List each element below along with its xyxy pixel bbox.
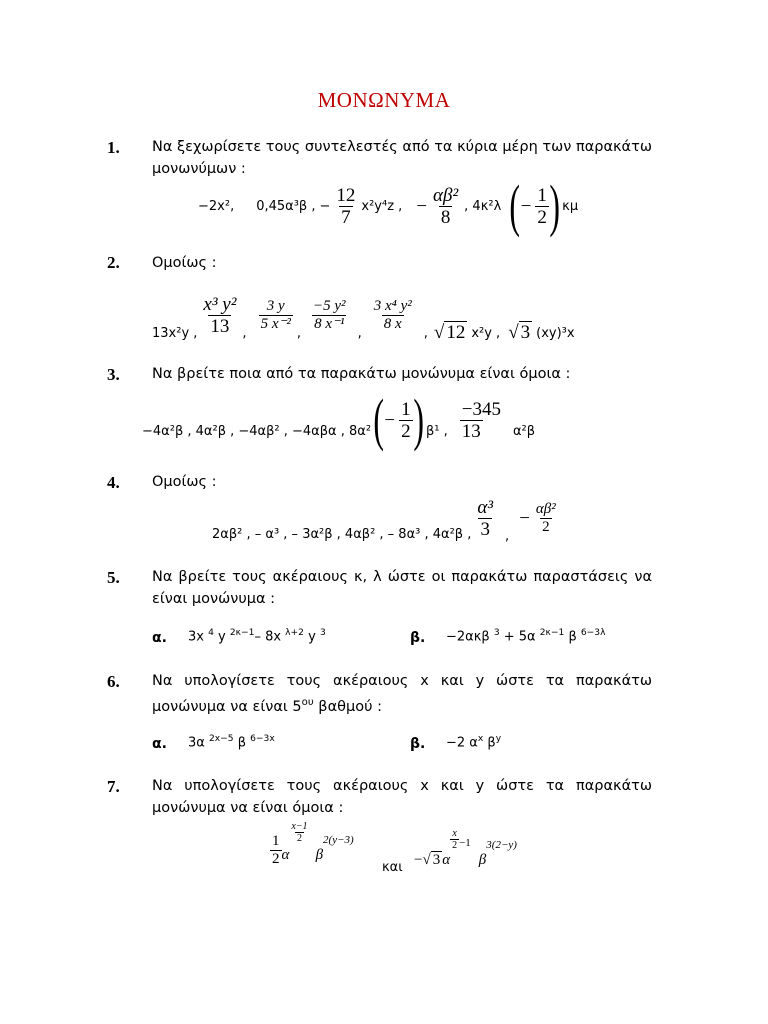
exercise-3-text: Να βρείτε ποια από τα παρακάτω μονώνυμα είναι όμοια : <box>152 366 571 382</box>
ex6-text-sup: ου <box>301 697 314 708</box>
ex7-right-exponent <box>450 828 459 851</box>
ex2-comma-2: , <box>296 326 302 341</box>
ex2-after-sqrt-1: x²y , <box>471 326 501 341</box>
ex2-comma-4: , <box>423 326 428 341</box>
ex2-comma-3: , <box>357 326 362 341</box>
fraction-numerator: x³ y² <box>203 293 237 315</box>
ex2-sqrt-12 <box>434 321 467 343</box>
ex5-expression-b: −2ακβ $^3$ + 5α $^{2\kappa-1}$ β $^{6-3\lambda}$ <box>446 628 606 645</box>
exercise-1-text: Να ξεχωρίσετε τους συντελεστές από τα κύρια μέρη των παρακάτω μονωνύμων : <box>152 139 652 177</box>
ex7-right-beta-exponent: 3(2−y) <box>486 839 517 851</box>
ex2-fraction-1 <box>201 294 238 337</box>
ex7-right-monomial <box>414 830 517 880</box>
exercise-6-text <box>152 670 652 718</box>
ex4-terms: 2αβ² , – α³ , – 3α²β , 4αβ² , – 8α³ , 4α²β , <box>212 526 472 542</box>
ex1-fraction-ab2-8 <box>431 185 460 228</box>
fraction-numerator: 12 <box>336 184 356 206</box>
ex1-sign-c: − <box>319 198 331 214</box>
ex2-term-a: 13x²y , <box>152 326 198 341</box>
ex4-fraction-a3-3 <box>475 497 495 540</box>
exercise-3-number: 3. <box>107 365 120 384</box>
ex1-term-e-post: κμ <box>562 198 579 214</box>
fraction-numerator: α³ <box>477 496 494 518</box>
ex7-conjunction: και <box>382 860 403 875</box>
fraction-denominator: 7 <box>341 206 351 228</box>
ex1-term-a: −2x², <box>198 198 235 214</box>
ex7-left-monomial <box>270 821 354 875</box>
exercise-4-expression <box>212 490 558 546</box>
exercise-7-text: Να υπολογίσετε τους ακέραιους x και y ώστε τα παρακάτω μονώνυμα να είναι όμοια : <box>152 778 652 816</box>
ex7-right-sqrt <box>422 851 442 869</box>
left-paren-icon: ( <box>373 387 385 452</box>
ex3-fraction-1-2 <box>399 399 413 442</box>
ex7-left-beta-exponent: 2(y−3) <box>323 834 354 846</box>
ex3-term-c: α²β <box>512 423 536 439</box>
ex4-sign: − <box>519 507 530 529</box>
ex3-paren-sign: − <box>384 409 396 431</box>
fraction-denominator: 8 <box>440 206 451 228</box>
fraction-denominator: 2 <box>542 518 550 535</box>
ex6-text-main: Να υπολογίσετε τους ακέραιους x και y ώστε τα παρακάτω μονώνυμα να είναι 5 <box>152 673 652 715</box>
exercise-5-text: Να βρείτε τους ακέραιους κ, λ ώστε οι παρακάτω παραστάσεις να είναι μονώνυμα : <box>152 569 652 607</box>
sqrt-icon: √ <box>508 322 519 343</box>
exercise-5-number: 5. <box>107 568 120 587</box>
ex3-fraction-345-13 <box>460 399 503 442</box>
exercise-2-number: 2. <box>107 253 120 272</box>
ex1-term-e-pre: , 4κ²λ <box>464 198 502 214</box>
fraction-numerator: x−1 <box>291 821 308 832</box>
ex1-term-b: 0,45α³β , <box>256 198 316 214</box>
ex2-fraction-3 <box>311 298 348 333</box>
fraction-numerator: −345 <box>461 398 501 420</box>
ex7-right-beta: β <box>478 851 487 868</box>
fraction-denominator: 2 <box>401 420 411 442</box>
fraction-denominator: 13 <box>461 420 481 442</box>
fraction-denominator: 3 <box>480 518 490 540</box>
fraction-numerator: 1 <box>401 398 411 420</box>
fraction-numerator: αβ² <box>433 184 459 206</box>
exercise-2-expression <box>152 287 575 343</box>
sqrt-radicand: 3 <box>520 322 531 343</box>
ex4-fraction-ab2-2 <box>534 501 558 536</box>
ex3-terms: −4α²β , 4α²β , −4αβ² , −4αβα , 8α² <box>142 423 372 439</box>
ex7-left-alpha: α <box>281 846 290 863</box>
ex6-expression-b: −2 $\alpha^x$ $\beta^y$ <box>446 734 502 751</box>
ex1-fraction-1-2 <box>535 185 549 228</box>
ex1-sign-e: − <box>520 195 532 217</box>
ex1-term-c-rest: x²y⁴z , <box>361 198 403 214</box>
fraction-denominator: 13 <box>210 315 230 337</box>
ex7-left-exponent <box>289 821 309 844</box>
fraction-denominator: 8 x <box>383 315 402 332</box>
fraction-numerator: 3 x⁴ y² <box>373 297 412 314</box>
exercise-4-text: Ομοίως : <box>152 474 217 490</box>
ex3-term-b: β¹ , <box>425 423 448 439</box>
ex2-fraction-2 <box>259 298 293 333</box>
exercise-7-number: 7. <box>107 777 120 796</box>
sqrt-icon: √ <box>433 322 445 343</box>
exercise-3-expression <box>142 387 536 452</box>
ex4-comma: , <box>505 528 510 544</box>
ex6-expression-a: 3α $^{2x-5}$ β $^{6-3x}$ <box>188 734 275 751</box>
fraction-denominator: 5 x⁻² <box>260 315 291 332</box>
exercise-2-text: Ομοίως : <box>152 255 217 271</box>
ex7-fraction-1-2 <box>270 833 282 868</box>
ex1-fraction-12-7 <box>334 185 357 228</box>
ex7-left-beta: β <box>315 846 324 863</box>
fraction-denominator: 2 <box>452 840 458 851</box>
ex6-label-b: β. <box>410 736 426 752</box>
exercise-1-expression <box>198 173 579 238</box>
fraction-numerator: 1 <box>537 184 547 206</box>
fraction-denominator: 2 <box>537 206 547 228</box>
fraction-denominator: 2 <box>272 850 280 867</box>
ex7-right-exponent-tail: −1 <box>459 837 471 849</box>
sqrt-icon: √ <box>422 852 431 868</box>
page-title: ΜΟΝΩΝΥΜΑ <box>317 88 451 112</box>
fraction-numerator: 1 <box>272 832 280 849</box>
fraction-denominator: 2 <box>296 833 302 844</box>
fraction-numerator: αβ² <box>535 500 556 517</box>
fraction-denominator: 8 x⁻¹ <box>314 315 345 332</box>
exercise-6-number: 6. <box>107 672 120 691</box>
ex5-label-a: α. <box>152 630 167 646</box>
exercise-4-number: 4. <box>107 473 120 492</box>
sqrt-radicand: 3 <box>432 852 441 868</box>
ex5-label-b: β. <box>410 630 426 646</box>
right-paren-icon: ) <box>412 387 424 452</box>
ex2-sqrt-3 <box>508 321 532 343</box>
right-paren-icon: ) <box>549 173 560 238</box>
fraction-numerator: −5 y² <box>313 297 346 314</box>
ex2-fraction-4 <box>372 298 414 333</box>
ex2-after-sqrt-2: (xy)³x <box>536 326 575 341</box>
ex6-label-a: α. <box>152 736 167 752</box>
sqrt-radicand: 12 <box>446 322 466 343</box>
fraction-numerator: x <box>452 828 457 839</box>
ex6-text-tail: βαθμού : <box>313 698 382 715</box>
ex2-comma-1: , <box>242 326 247 341</box>
exercise-1-number: 1. <box>107 138 120 157</box>
ex7-right-sign: − <box>414 851 423 868</box>
ex1-sign-d: − <box>416 195 428 217</box>
ex5-expression-a: 3x $^4$ y $^{2\kappa-1}$– 8x $^{\lambda+2}$ y $^3$ <box>188 628 326 645</box>
fraction-numerator: 3 y <box>266 297 285 314</box>
left-paren-icon: ( <box>509 173 521 238</box>
ex7-right-alpha: α <box>442 851 451 868</box>
